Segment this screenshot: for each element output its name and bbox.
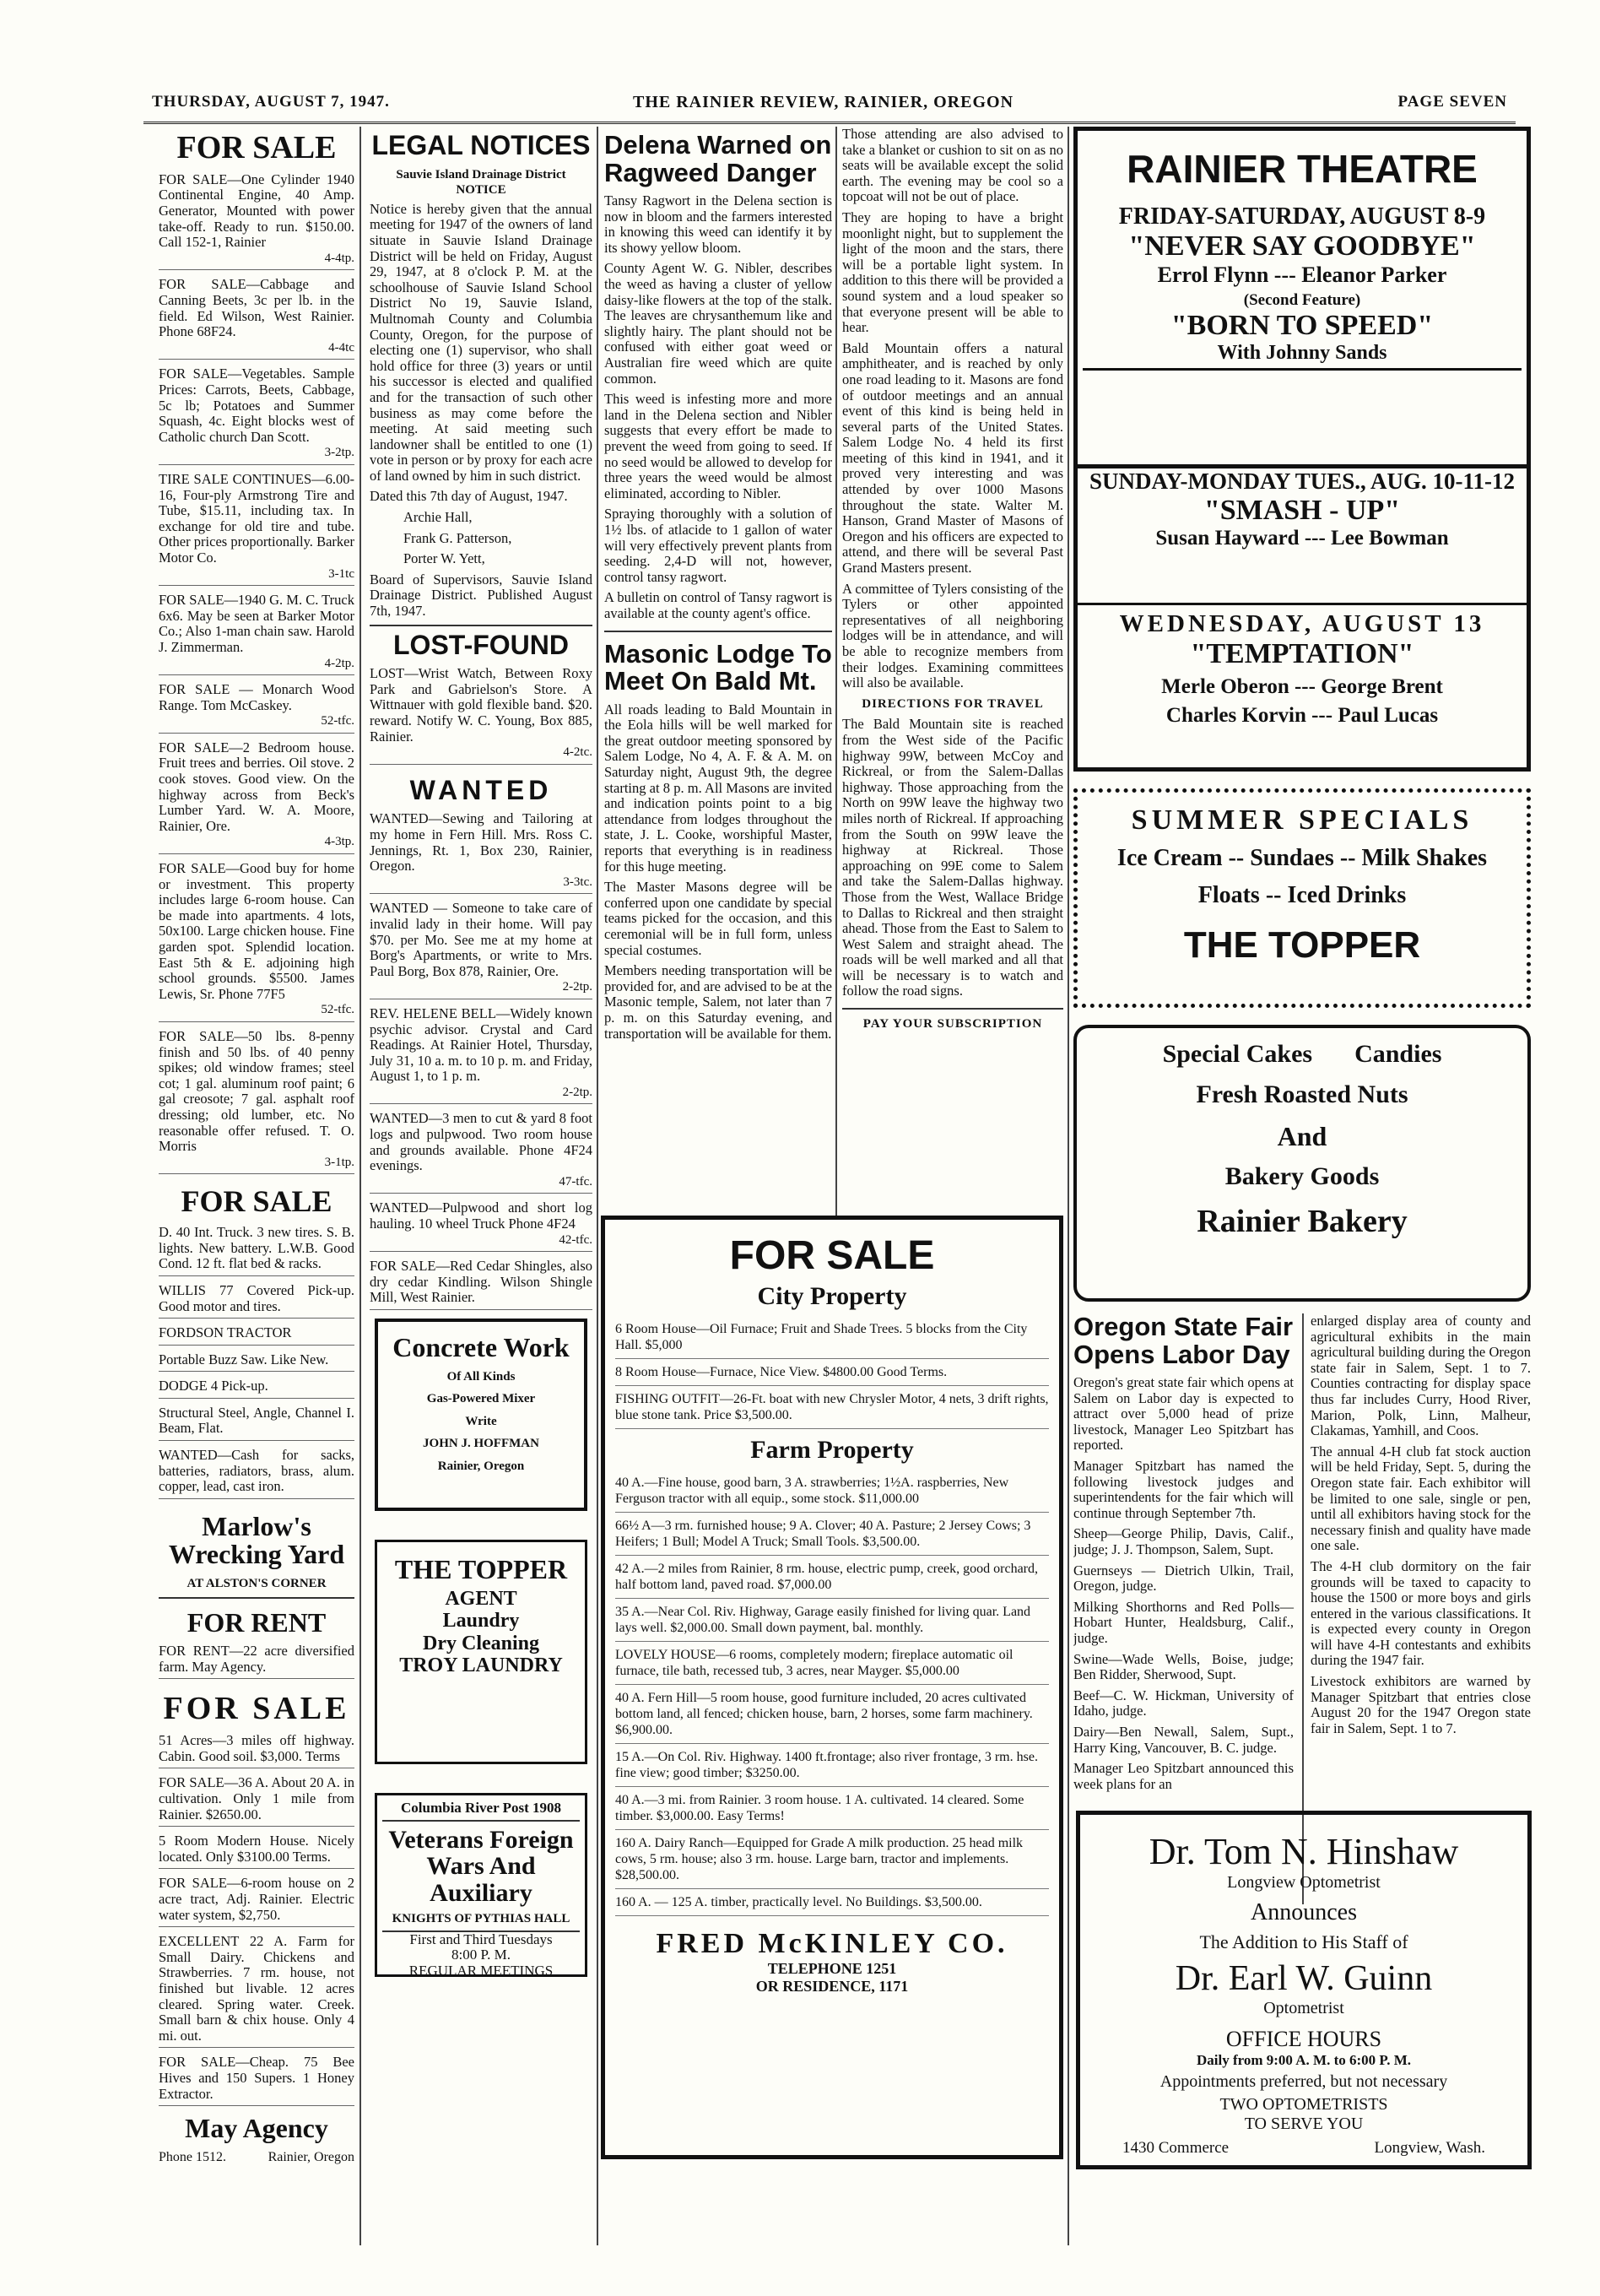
property-listing: FISHING OUTFIT—26-Ft. boat with new Chrysler Motor, 4 nets, 3 drift rights, blue stone tank. Price $3,500.00. bbox=[615, 1386, 1049, 1429]
may-agency-title: May Agency bbox=[185, 2113, 328, 2144]
doctor-title: Longview Optometrist bbox=[1227, 1873, 1381, 1892]
doctor-announces: Announces bbox=[1251, 1899, 1357, 1925]
topper-agent-ad bbox=[375, 1540, 587, 1764]
property-listing: 6 Room House—Oil Furnace; Fruit and Shade Trees. 5 blocks from the City Hall. $5,000 bbox=[615, 1316, 1049, 1359]
classified-ad bbox=[370, 901, 592, 999]
legal-notice-label: NOTICE bbox=[456, 183, 506, 198]
concrete-line: JOHN J. HOFFMAN bbox=[423, 1437, 539, 1451]
doctor-addition: The Addition to His Staff of bbox=[1199, 1931, 1408, 1952]
doctor-address bbox=[1089, 2134, 1519, 2158]
doctor-city: Longview, Wash. bbox=[1374, 2139, 1485, 2157]
legal-signer: Frank G. Patterson, bbox=[403, 529, 512, 546]
for-sale-heading: FOR SALE bbox=[176, 130, 337, 165]
classified-ad bbox=[159, 1833, 354, 1869]
classified-text: WANTED—Cash for sacks, batteries, radiators, brass, alum. copper, lead, cast iron. bbox=[159, 1447, 354, 1495]
classified-text: FOR SALE—Cabbage and Canning Beets, 3c per lb. in the field. Ed Wilson, West Rainier. Phone 68F24. bbox=[159, 276, 354, 340]
bakery-ad bbox=[1073, 1025, 1531, 1302]
bakery-candies: Candies bbox=[1354, 1040, 1442, 1068]
page-header bbox=[143, 84, 1516, 124]
theatre-stars-4b: Charles Korvin --- Paul Lucas bbox=[1165, 704, 1439, 727]
article-paragraph: Manager Leo Spitzbart announced this week plans for an bbox=[1073, 1760, 1294, 1792]
article-paragraph: Dairy—Ben Newall, Salem, Supt., Harry King, Vancouver, B. C. judge. bbox=[1073, 1723, 1294, 1756]
mckinley-phone: TELEPHONE 1251 bbox=[767, 1960, 897, 1978]
theatre-ad-2 bbox=[1073, 463, 1531, 603]
column-rule bbox=[359, 127, 361, 2245]
classified-ad bbox=[159, 172, 354, 271]
classified-ad bbox=[159, 593, 354, 675]
column-rule bbox=[835, 127, 837, 1216]
property-listing: 66½ A—3 rm. furnished house; 9 A. Clover; 40 A. Pasture; 2 Jersey Cows; 3 Heifers; 1 Bull; Model A Truck; Small Tools. $3,500.00. bbox=[615, 1513, 1049, 1556]
doctor-name: Dr. Tom N. Hinshaw bbox=[1149, 1831, 1459, 1872]
theatre-stars-2: With Johnny Sands bbox=[1083, 342, 1522, 371]
office-hours: Daily from 9:00 A. M. to 6:00 P. M. bbox=[1196, 2052, 1412, 2068]
legal-signer: Archie Hall, bbox=[403, 509, 473, 526]
classified-ad bbox=[159, 682, 354, 734]
classified-list-2 bbox=[159, 1225, 354, 1499]
classified-ad bbox=[159, 1225, 354, 1276]
classified-ref: 3-1tp. bbox=[324, 1155, 354, 1169]
classified-ad bbox=[159, 861, 354, 1022]
classified-text: FOR SALE—36 A. About 20 A. in cultivation. Only 1 mile from Rainier. $2650.00. bbox=[159, 1774, 354, 1822]
article-paragraph: A committee of Tylers consisting of the Tylers or other appointed representatives of all neighboring lodges will be in attendance, and will be able to recognize members from their lodges. Examining committees will also be available. bbox=[842, 580, 1063, 691]
legal-dated: Dated this 7th day of August, 1947. bbox=[370, 488, 568, 505]
property-listing: 15 A.—On Col. Riv. Highway. 1400 ft.frontage; also river frontage, 3 rm. hse. fine view; good timber; $3250.00. bbox=[615, 1744, 1049, 1787]
masonic-headline: Masonic Lodge To Meet On Bald Mt. bbox=[604, 638, 832, 696]
classified-ref: 4-2tp. bbox=[324, 656, 354, 670]
doctor2-name: Dr. Earl W. Guinn bbox=[1175, 1959, 1433, 1998]
classified-ad bbox=[370, 1006, 592, 1105]
classified-ad bbox=[159, 2055, 354, 2106]
classified-ref: 4-4tc bbox=[328, 340, 354, 355]
appointments-note: Appointments preferred, but not necessary bbox=[1159, 2072, 1448, 2091]
topper-line: Dry Cleaning bbox=[423, 1632, 539, 1654]
state-fair-headline: Oregon State Fair Opens Labor Day bbox=[1073, 1312, 1294, 1369]
wanted-heading: WANTED bbox=[409, 774, 553, 805]
classified-ref: 42-tfc. bbox=[559, 1232, 592, 1247]
marlows-location: AT ALSTON'S CORNER bbox=[159, 1576, 354, 1599]
article-paragraph: Those attending are also advised to take a blanket or cushion to sit on as no seats will be available except the solid earth. The evening may be cool so a topcoat will not be out of place. bbox=[842, 127, 1063, 205]
classified-ad bbox=[159, 472, 354, 586]
classified-ref: 52-tfc. bbox=[321, 714, 354, 728]
article-paragraph: Manager Spitzbart has named the following livestock judges and superintendents for the fair which will continue through September 7th. bbox=[1073, 1458, 1294, 1521]
header-date: THURSDAY, AUGUST 7, 1947. bbox=[152, 93, 390, 111]
classified-text: FOR SALE—Vegetables. Sample Prices: Carrots, Beets, Cabbage, 5c lb; Potatoes and Summer Squash, 4c. Eight blocks west of Catholic church Dan Scott. bbox=[159, 366, 354, 445]
classified-text: TIRE SALE CONTINUES—6.00-16, Four-ply Armstrong Tire and Tube, $15.11, including tax. In exchange for old tire and tube. Other prices proportionally. Barker Motor Co. bbox=[159, 470, 354, 566]
property-listing: 160 A. Dairy Ranch—Equipped for Grade A milk production. 25 head milk cows, 5 rm. house; also 3 rm. house. Large barn, tractor and implements. $28,500.00. bbox=[615, 1830, 1049, 1889]
theatre-date-3: WEDNESDAY, AUGUST 13 bbox=[1119, 610, 1485, 637]
column-rule bbox=[597, 127, 598, 2245]
theatre-stars-4a: Merle Oberon --- George Brent bbox=[1161, 675, 1443, 698]
classified-text: WANTED—Sewing and Tailoring at my home in Fern Hill. Mrs. Ross C. Jennings, Rt. 1, Box 230, Rainier, Oregon. bbox=[370, 810, 592, 875]
concrete-line: Gas-Powered Mixer bbox=[426, 1392, 536, 1406]
topper-line: AGENT bbox=[445, 1587, 517, 1610]
ragweed-headline: Delena Warned on Ragweed Danger bbox=[604, 130, 832, 187]
masonic-article bbox=[604, 702, 832, 1042]
property-listing: 40 A.—3 mi. from Rainier. 3 room house. 1 A. cultivated. 14 cleared. Some timber. $3,000.00. Easy Terms! bbox=[615, 1787, 1049, 1830]
two-optometrists: TWO OPTOMETRISTS bbox=[1219, 2095, 1388, 2114]
city-listings bbox=[615, 1316, 1049, 1429]
classified-ref: 2-2tp. bbox=[562, 980, 592, 994]
classified-text: EXCELLENT 22 A. Farm for Small Dairy. Chickens and Strawberries. 7 rm. house, not finished but livable. 12 acres cleared. Spring water. Creek. Small barn & chix house. Only 4 mi. out. bbox=[159, 1933, 354, 2044]
city-property-heading: City Property bbox=[757, 1282, 907, 1311]
classified-text: Structural Steel, Angle, Channel I. Beam, Flat. bbox=[159, 1404, 354, 1437]
article-paragraph: All roads leading to Bald Mountain in the Eola hills will be well marked for the great outdoor meeting sponsored by Salem Lodge, No 4, A. F. & A. M. on Saturday night, August 9th, the degree starting at 8 p. m. All Masons are invited and indication points point to a big attendance from lodges throughout the state, J. L. Cooke, worshipful Master, reports that everything is in readiness for this huge meeting. bbox=[604, 701, 832, 875]
property-listing: 40 A. Fern Hill—5 room house, good furniture included, 20 acres cultivated bottom land, all fenced; chicken house, barn, 2 horses, some farm machinery. $6,900.00. bbox=[615, 1685, 1049, 1744]
concrete-line: Rainier, Oregon bbox=[437, 1459, 525, 1473]
mckinley-residence: OR RESIDENCE, 1171 bbox=[755, 1978, 909, 1995]
classified-ref: 52-tfc. bbox=[321, 1003, 354, 1017]
doctor2-title: Optometrist bbox=[1263, 1999, 1344, 2017]
topper-title: THE TOPPER bbox=[394, 1554, 568, 1584]
to-serve-you: TO SERVE YOU bbox=[1244, 2115, 1364, 2133]
article-paragraph: enlarged display area of county and agricultural exhibits in the main agricultural building during the Oregon state fair in Salem, Sept. 1 to 7. Counties contracting for display space thus far includes Curry, Hood River, Marion, Polk, Linn, Malheur, Clakamas, Yamhill, and Coos. bbox=[1311, 1313, 1531, 1439]
classified-text: FOR SALE—6-room house on 2 acre tract, Adj. Rainier. Electric water system, $2,750. bbox=[159, 1875, 354, 1923]
classified-text: FOR SALE—1940 G. M. C. Truck 6x6. May be seen at Barker Motor Co.; Also 1-man chain saw. Harold J. Zimmerman. bbox=[159, 592, 354, 655]
classified-ref: 2-2tp. bbox=[562, 1085, 592, 1099]
bakery-goods: Bakery Goods bbox=[1224, 1162, 1380, 1190]
topper-lines bbox=[384, 1587, 578, 1677]
classified-text: REV. HELENE BELL—Widely known psychic advisor. Crystal and Card Readings. At Rainier Hotel, Thursday, July 31, 10 a. m. to 10 p. m. and Friday, August 1, to 1 p. m. bbox=[370, 1004, 592, 1085]
topper-line: TROY LAUNDRY bbox=[399, 1654, 563, 1677]
mckinley-company: FRED McKINLEY CO. bbox=[656, 1928, 1008, 1960]
theatre-film-3: "SMASH - UP" bbox=[1203, 495, 1401, 526]
for-sale-heading-3: FOR SALE bbox=[163, 1691, 350, 1727]
classified-ad bbox=[159, 1876, 354, 1927]
vfw-meet-time: 8:00 P. M. bbox=[451, 1947, 511, 1963]
farm-property-heading: Farm Property bbox=[750, 1436, 914, 1465]
classified-ref: 47-tfc. bbox=[559, 1174, 592, 1189]
newspaper-title: THE RAINIER REVIEW, RAINIER, OREGON bbox=[633, 93, 1014, 111]
specials-line-1: Ice Cream -- Sundaes -- Milk Shakes bbox=[1116, 845, 1488, 871]
theatre-second-feature: (Second Feature) bbox=[1243, 291, 1361, 309]
theatre-film-2: "BORN TO SPEED" bbox=[1170, 310, 1434, 341]
classified-ref: 3-3tc. bbox=[563, 875, 592, 889]
classified-ref: 4-4tp. bbox=[324, 251, 354, 265]
concrete-work-ad bbox=[375, 1319, 587, 1511]
classified-ad bbox=[159, 366, 354, 465]
classified-text: 5 Room Modern House. Nicely located. Only $3100.00 Terms. bbox=[159, 1833, 354, 1865]
real-estate-title: FOR SALE bbox=[729, 1233, 935, 1278]
column-news-1 bbox=[604, 127, 832, 1173]
vfw-hall: KNIGHTS OF PYTHIAS HALL bbox=[392, 1912, 570, 1926]
property-listing: 35 A.—Near Col. Riv. Highway, Garage easily finished for living quar. Land lays well. $2,000.00. Small down payment, bal. monthly. bbox=[615, 1599, 1049, 1642]
summer-specials-ad bbox=[1073, 788, 1531, 1008]
farm-listings bbox=[615, 1470, 1049, 1916]
may-agency-phone: Phone 1512. bbox=[159, 2149, 226, 2164]
classified-ad bbox=[159, 1448, 354, 1499]
classified-ad bbox=[370, 1200, 592, 1252]
classified-ref: 3-1tc bbox=[328, 566, 354, 581]
specials-shop: THE TOPPER bbox=[1183, 924, 1421, 966]
concrete-title: Concrete Work bbox=[392, 1332, 570, 1362]
classified-text: FOR SALE—50 lbs. 8-penny finish and 50 lbs. of 40 penny spikes; old window frames; steel cot; 1 gal. aluminum roof paint; 6 gal creosote; 7 gal. asphalt roof dressing; old lumber, etc. No reasonable offer refused. T. O. Morris bbox=[159, 1027, 354, 1155]
column-legal-wanted bbox=[370, 127, 592, 2245]
classified-text: 51 Acres—3 miles off highway. Cabin. Good soil. $3,000. Terms bbox=[159, 1732, 354, 1764]
article-paragraph: Beef—C. W. Hickman, University of Idaho, judge. bbox=[1073, 1687, 1294, 1719]
classified-list bbox=[159, 172, 354, 1174]
bakery-nuts: Fresh Roasted Nuts bbox=[1196, 1080, 1408, 1108]
classified-ad bbox=[370, 1259, 592, 1310]
state-fair-text-2 bbox=[1311, 1313, 1531, 1736]
ragweed-article bbox=[604, 193, 832, 621]
lost-ad bbox=[370, 666, 592, 765]
theatre-date-2: SUNDAY-MONDAY TUES., AUG. 10-11-12 bbox=[1089, 468, 1516, 494]
classified-text: WANTED—3 men to cut & yard 8 foot logs and pulpwood. Two room house and grounds available. Phone 4F24 evenings. bbox=[370, 1110, 592, 1174]
classified-ref: 4-3tp. bbox=[324, 835, 354, 849]
article-paragraph: Milking Shorthorns and Red Polls—Hobart Hunter, Healdsburg, Calif., judge. bbox=[1073, 1598, 1294, 1646]
real-estate-ad bbox=[601, 1216, 1063, 2159]
bakery-shop: Rainier Bakery bbox=[1197, 1204, 1408, 1239]
wanted-list bbox=[370, 811, 592, 1310]
legal-text: Notice is hereby given that the annual meeting for 1947 of the owners of land situate in Sauvie Island Drainage District will be held on Friday, August 29, 1947, at 8 o'clock P. M. at the schoolhouse of Sauvie Island School District No 19, Sauvie Island, Multnomah County and Columbia County, Oregon, for the purpose of electing one (1) supervisor, who shall hold office for three (3) years or until his successor is elected and qualified and for the transaction of such other business as may come before the meeting. At said meeting such landowner shall be entitled to one (1) vote in person or by proxy for each acre of land owned by him in such district. bbox=[370, 200, 592, 484]
property-listing: 40 A.—Fine house, good barn, 3 A. strawberries; 1½A. raspberries, New Ferguson tractor with all equip., some stock. $11,000.00 bbox=[615, 1470, 1049, 1513]
bakery-line-1 bbox=[1082, 1040, 1522, 1069]
directions-heading: DIRECTIONS FOR TRAVEL bbox=[862, 696, 1044, 711]
classified-ad bbox=[159, 1733, 354, 1768]
classified-ad bbox=[370, 811, 592, 894]
column-classifieds bbox=[159, 127, 354, 2245]
classified-ad bbox=[159, 1378, 354, 1399]
article-paragraph: Tansy Ragwort in the Delena section is now in bloom and the farmers interested in knowing this weed can identify it by its showy yellow bloom. bbox=[604, 192, 832, 256]
vfw-meetings: REGULAR MEETINGS bbox=[408, 1962, 554, 1979]
classified-text: FOR SALE — Monarch Wood Range. Tom McCaskey. bbox=[159, 681, 354, 713]
article-paragraph: Sheep—George Philip, Davis, Calif., judge; J. J. Thompson, Salem, Supt. bbox=[1073, 1525, 1294, 1558]
legal-board: Board of Supervisors, Sauvie Island Drainage District. Published August 7th, 1947. bbox=[370, 571, 592, 620]
theatre-film-1: "NEVER SAY GOODBYE" bbox=[1128, 230, 1476, 262]
classified-text: DODGE 4 Pick-up. bbox=[159, 1378, 268, 1394]
theatre-film-4: "TEMPTATION" bbox=[1190, 638, 1414, 669]
classified-text: FOR SALE—Good buy for home or investment. This property includes large 6-room house. Can be made into apartments. 4 lots, 50x100. Large chicken house. Fine garden spot. Splendid location. East 5th & E. adjoining high school grounds. $5500. James Lewis, Sr. Phone 77F5 bbox=[159, 860, 354, 1002]
property-listing: 8 Room House—Furnace, Nice View. $4800.00 Good Terms. bbox=[615, 1359, 1049, 1386]
page-number: PAGE SEVEN bbox=[1397, 93, 1507, 111]
classified-text: FOR SALE—One Cylinder 1940 Continental Engine, 40 Amp. Generator, Mounted with power take-off. Ready to run. $150.00. Call 152-1, Rainier bbox=[159, 171, 354, 251]
theatre-ad-3 bbox=[1073, 603, 1531, 772]
directions-text: The Bald Mountain site is reached from the West side of the Pacific highway 99W, between McCoy and Rickreal, or from the Salem-Dallas highway. Those approaching from the North on 99W leave the highway two miles north of Rickreal. If approaching from the South on 99W leave the highway at Rickreal. Those approaching on 99E come to Salem and take the Salem-Dallas highway. Those from the West, Wallace Bridge to Dallas to Rickreal and then straight ahead. Those from the East to Salem to West Salem and straight ahead. The roads will be well marked and all that will be necessary is to watch and follow the road signs. bbox=[842, 716, 1063, 999]
article-paragraph: A bulletin on control of Tansy ragwort is available at the county agent's office. bbox=[604, 589, 832, 621]
office-hours-heading: OFFICE HOURS bbox=[1225, 2027, 1382, 2051]
classified-ad bbox=[159, 1934, 354, 2048]
specials-title: SUMMER SPECIALS bbox=[1131, 804, 1473, 836]
property-listing: 42 A.—2 miles from Rainier, 8 rm. house, electric pump, creek, good orchard, half bottom land, paved road. $7,000.00 bbox=[615, 1556, 1049, 1599]
state-fair-text-1 bbox=[1073, 1375, 1294, 1792]
article-paragraph: Spraying thoroughly with a solution of 1½ lbs. of atlacide to 1 gallon of water will very effectively prevent plants from seeding. 2,4-D will not, however, control tansy ragwort. bbox=[604, 506, 832, 585]
theatre-title: RAINIER THEATRE bbox=[1127, 147, 1478, 191]
topper-line: Laundry bbox=[442, 1610, 520, 1633]
classified-ad bbox=[159, 1325, 354, 1346]
article-paragraph: County Agent W. G. Nibler, describes the weed as having a cluster of yellow daisy-like flowers at the top of the stalk. The leaves are chrysanthemum like and slightly hairy. The plant should not be confused with either goat weed or Australian fire weed which are quite common. bbox=[604, 260, 832, 387]
property-listing: 160 A. — 125 A. timber, practically level. No Buildings. $3,500.00. bbox=[615, 1889, 1049, 1916]
vfw-meet-days: First and Third Tuesdays bbox=[382, 1930, 580, 1948]
classified-text: Portable Buzz Saw. Like New. bbox=[159, 1351, 329, 1367]
classified-text: D. 40 Int. Truck. 3 new tires. S. B. lights. New battery. L.W.B. Good Cond. 12 ft. flat bed & racks. bbox=[159, 1224, 354, 1272]
theatre-stars-3: Susan Hayward --- Lee Bowman bbox=[1155, 527, 1449, 550]
classified-text: FOR SALE—2 Bedroom house. Fruit trees and berries. Oil stove. 2 cook stoves. Good view. On the highway across from Beck's Lumber Yard. W. A. Moore, Rainier, Ore. bbox=[159, 739, 354, 834]
classified-ad bbox=[159, 1283, 354, 1319]
legal-signers bbox=[370, 510, 592, 567]
classified-ad bbox=[159, 740, 354, 854]
article-paragraph: This weed is infesting more and more land in the Delena section and Nibler suggests that every effort be made to prevent the weed from going to seed. If no seed would be allowed to develop for three years the weed would be almost eliminated, according to Nibler. bbox=[604, 391, 832, 501]
bakery-cakes: Special Cakes bbox=[1162, 1040, 1313, 1068]
vfw-ad bbox=[375, 1793, 587, 1977]
bakery-and: And bbox=[1277, 1121, 1327, 1151]
column-news-2 bbox=[842, 127, 1063, 1173]
lost-text: LOST—Wrist Watch, Between Roxy Park and Gabrielson's Store. A Wittnauer with gold flexible band. $20. reward. Notify W. C. Young, Box 885, Rainier. bbox=[370, 665, 592, 745]
classified-ad bbox=[159, 1352, 354, 1373]
classified-list-3 bbox=[159, 1733, 354, 2106]
theatre-stars-1: Errol Flynn --- Eleanor Parker bbox=[1157, 263, 1447, 287]
for-rent-text: FOR RENT—22 acre diversified farm. May Agency. bbox=[159, 1643, 354, 1675]
article-paragraph: Swine—Wade Wells, Boise, judge; Ben Ridder, Sherwood, Supt. bbox=[1073, 1650, 1294, 1683]
lost-found-heading: LOST-FOUND bbox=[370, 625, 592, 660]
vfw-post: Columbia River Post 1908 bbox=[382, 1801, 580, 1822]
property-listing: LOVELY HOUSE—6 rooms, completely modern; fireplace automatic oil furnace, tile bath, recessed tub, 3 acres, near Mayger. $5,000.00 bbox=[615, 1642, 1049, 1685]
article-paragraph: They are hoping to have a bright moonlight night, but to supplement the light of the moon and the stars, there will be a portable light system. In addition to this there will be provided a sound system and a loud speaker so that everyone present will be able to hear. bbox=[842, 208, 1063, 336]
classified-text: WANTED—Pulpwood and short log hauling. 10 wheel Truck Phone 4F24 bbox=[370, 1199, 592, 1232]
article-paragraph: The 4-H club dormitory on the fair grounds will be taxed to capacity to house the 1500 or more boys and girls entered in the various classifications. It is expected every county in Oregon will have 4-H contestants and exhibits during the 1947 fair. bbox=[1311, 1557, 1531, 1669]
classified-text: WANTED — Someone to take care of invalid lady in their home. Will pay $70. per Mo. See me at my home at Borg's Apartments, or write to Mrs. Paul Borg, Box 878, Rainier, Ore. bbox=[370, 900, 592, 979]
article-paragraph: Guernseys — Dietrich Ulkin, Trail, Oregon, judge. bbox=[1073, 1562, 1294, 1595]
legal-signer: Porter W. Yett, bbox=[403, 550, 485, 567]
column-rule bbox=[1068, 127, 1069, 2245]
article-paragraph: The annual 4-H club fat stock auction will be held Friday, Sept. 5, during the Oregon state fair. Each exhibitor will be limited to one sale, single or pen, until all exhibitors having stock for the necessary finish and quality have made one sale. bbox=[1311, 1443, 1531, 1554]
theatre-date-1: FRIDAY-SATURDAY, AUGUST 8-9 bbox=[1118, 203, 1486, 230]
may-agency-town: Rainier, Oregon bbox=[268, 2149, 354, 2164]
classified-ref: 3-2tp. bbox=[324, 446, 354, 460]
classified-text: WILLIS 77 Covered Pick-up. Good motor and tires. bbox=[159, 1281, 354, 1314]
theatre-ad bbox=[1073, 127, 1531, 468]
article-paragraph: The Master Masons degree will be conferred upon one candidate by special teams picked for the occasion, and this ceremonial will be in full form, unless special costumes. bbox=[604, 879, 832, 958]
article-paragraph: Members needing transportation will be provided for, and are advised to be at the Masonic temple, Salem, not later than 7 p. m. on this Saturday evening, and transportation will be available for them. bbox=[604, 962, 832, 1042]
pay-subscription: PAY YOUR SUBSCRIPTION bbox=[842, 1008, 1063, 1032]
classified-ad bbox=[159, 277, 354, 360]
optometrist-ad bbox=[1076, 1811, 1532, 2169]
masonic-article-continued bbox=[842, 127, 1063, 691]
for-rent-heading: FOR RENT bbox=[186, 1606, 327, 1638]
specials-line-2: Floats -- Iced Drinks bbox=[1197, 882, 1407, 908]
concrete-line: Write bbox=[465, 1414, 497, 1428]
classified-ad bbox=[159, 1775, 354, 1827]
for-sale-heading-2: FOR SALE bbox=[181, 1184, 332, 1219]
vfw-title: Veterans Foreign Wars And Auxiliary bbox=[388, 1825, 574, 1907]
classified-text: FORDSON TRACTOR bbox=[159, 1324, 292, 1341]
concrete-lines bbox=[385, 1369, 577, 1475]
classified-text: FOR SALE—Red Cedar Shingles, also dry cedar Kindling. Wilson Shingle Mill, West Rainier. bbox=[370, 1258, 592, 1306]
for-rent-ad bbox=[159, 1643, 354, 1679]
article-paragraph: Livestock exhibitors are warned by Manager Spitzbart that entries close August 20 for the 1947 Oregon state fair in Salem, Sept. 1 to 7. bbox=[1311, 1673, 1531, 1736]
legal-sub: Sauvie Island Drainage District bbox=[396, 167, 566, 181]
classified-ad bbox=[370, 1111, 592, 1194]
marlows-title: Marlow's Wrecking Yard bbox=[168, 1510, 345, 1570]
concrete-line: Of All Kinds bbox=[446, 1369, 516, 1384]
article-paragraph: Oregon's great state fair which opens at Salem on Labor day is expected to attract over 5,000 head of prize livestock, Manager Leo Spitzbart has reported. bbox=[1073, 1374, 1294, 1454]
classified-text: FOR SALE—Cheap. 75 Bee Hives and 150 Supers. 1 Honey Extractor. bbox=[159, 2054, 354, 2102]
classified-ad bbox=[159, 1029, 354, 1174]
doctor-street: 1430 Commerce bbox=[1122, 2139, 1230, 2157]
lost-ref: 4-2tc. bbox=[563, 745, 592, 760]
legal-notices-heading: LEGAL NOTICES bbox=[371, 130, 591, 160]
article-paragraph: Bald Mountain offers a natural amphitheater, and is reached by only one road leading to it. Masons are fond of outdoor meetings and an annual event of this kind is being held in several parts of the United States. Salem Lodge No. 4 held its first meeting of this kind in 1941, and it proved very interesting and was attended by over 1000 Masons throughout the state. Walter M. Hanson, Grand Master of Masons of Oregon and his officers are expected to attend, and there will be several Past Grand Masters present. bbox=[842, 339, 1063, 577]
may-agency-contact bbox=[159, 2150, 354, 2166]
classified-ad bbox=[159, 1405, 354, 1441]
